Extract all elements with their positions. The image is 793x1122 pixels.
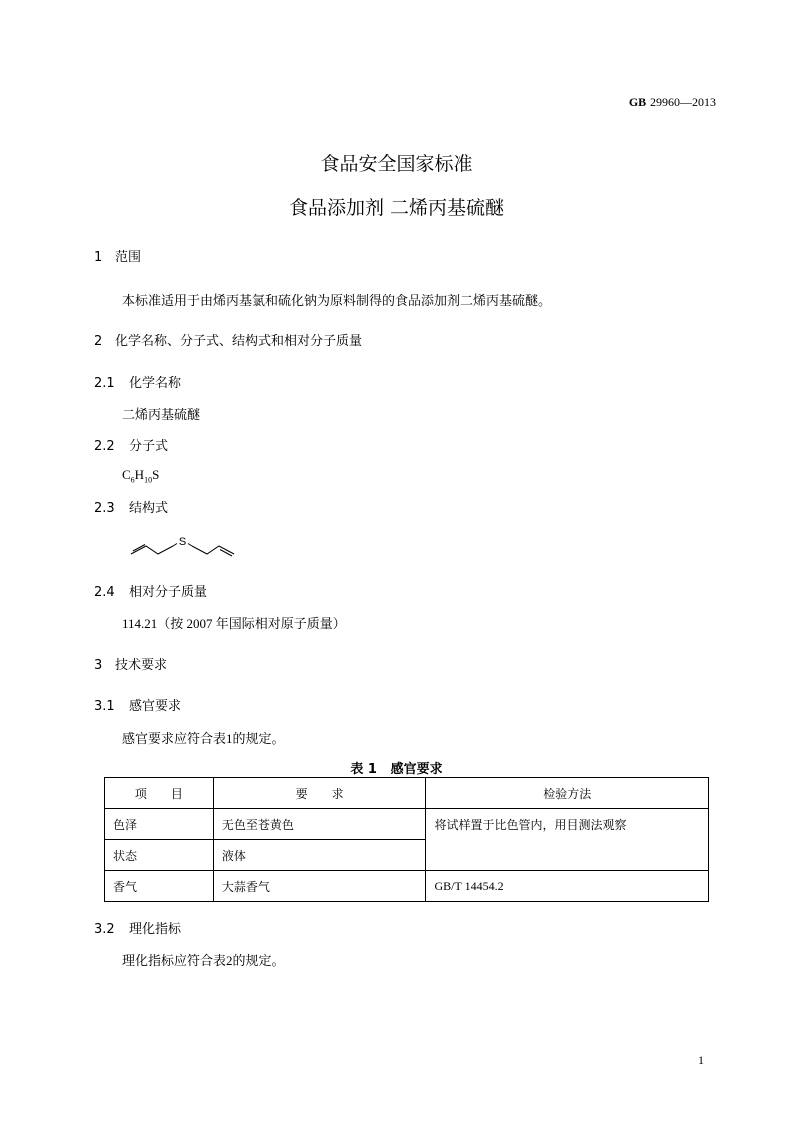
document-subtitle: 食品添加剂 二烯丙基硫醚 [288, 197, 505, 219]
section-number: 2.1 [94, 376, 115, 391]
section-number: 2.3 [94, 501, 115, 516]
section-number: 2.2 [94, 439, 115, 454]
table-row [105, 871, 709, 902]
section-number: 3.2 [94, 922, 115, 937]
standard-code-number: 29960—2013 [650, 95, 716, 109]
cell-item: 状态 [105, 840, 214, 871]
page-number: 1 [698, 1053, 704, 1067]
cell-requirement: 无色至苍黄色 [213, 809, 426, 840]
cell-item: 香气 [105, 871, 214, 902]
right-double-bond-line [220, 550, 232, 557]
left-allyl-bond [131, 546, 173, 554]
right-allyl-bond [192, 546, 234, 554]
section-title: 理化指标 [129, 922, 182, 937]
section-title: 化学名称、分子式、结构式和相对分子质量 [115, 334, 363, 349]
section-number: 2 [94, 334, 103, 349]
section-title: 结构式 [129, 501, 169, 516]
section-title: 技术要求 [115, 658, 168, 673]
section-2-4-heading [94, 581, 207, 600]
sensory-requirements-table [104, 777, 709, 902]
section-2-3-heading [94, 497, 168, 516]
section-2-1-heading [94, 372, 181, 391]
table-header-row [105, 778, 709, 809]
header-item: 项 目 [105, 778, 214, 809]
section-title: 相对分子质量 [129, 585, 208, 600]
section-title: 感官要求 [129, 699, 182, 714]
section-number: 2.4 [94, 585, 115, 600]
section-number: 1 [94, 250, 103, 265]
section-2-heading [94, 330, 362, 349]
header-test-method: 检验方法 [426, 778, 709, 809]
cell-test-method-merged: 将试样置于比色管内，用目测法观察 [426, 809, 709, 871]
section-3-2-heading [94, 918, 181, 937]
right-sulfur-bond [188, 544, 192, 547]
sulfur-atom-label: S [178, 536, 187, 548]
standard-code-prefix: GB [628, 95, 647, 109]
section-title: 范围 [115, 250, 142, 265]
document-title: 食品安全国家标准 [320, 153, 473, 175]
cell-requirement: 大蒜香气 [213, 871, 426, 902]
left-sulfur-bond [173, 544, 177, 547]
section-number: 3.1 [94, 699, 115, 714]
section-1-heading [94, 246, 141, 265]
section-3-1-text: 感官要求应符合表1的规定。 [122, 731, 285, 746]
molecular-formula: $C_6H_{10}S$ [122, 467, 160, 485]
section-number: 3 [94, 658, 103, 673]
section-2-2-heading [94, 435, 168, 454]
cell-test-method: GB/T 14454.2 [426, 871, 709, 902]
cell-requirement: 液体 [213, 840, 426, 871]
cell-item: 色泽 [105, 809, 214, 840]
table-caption-title: 感官要求 [390, 762, 443, 777]
section-3-1-heading [94, 695, 181, 714]
chemical-name: 二烯丙基硫醚 [122, 407, 201, 422]
molecular-mass: 114.21（按 2007 年国际相对原子质量） [122, 616, 346, 631]
header-requirement: 要 求 [213, 778, 426, 809]
table-row [105, 809, 709, 840]
structural-formula [128, 533, 238, 559]
section-3-heading [94, 654, 167, 673]
table-caption-number: 表 1 [350, 762, 377, 777]
section-1-text: 本标准适用于由烯丙基氯和硫化钠为原料制得的食品添加剂二烯丙基硫醚。 [122, 293, 552, 308]
section-title: 化学名称 [129, 376, 182, 391]
standard-code [629, 95, 716, 110]
section-3-2-text: 理化指标应符合表2的规定。 [122, 953, 285, 968]
section-title: 分子式 [129, 439, 169, 454]
table-caption [0, 758, 793, 777]
